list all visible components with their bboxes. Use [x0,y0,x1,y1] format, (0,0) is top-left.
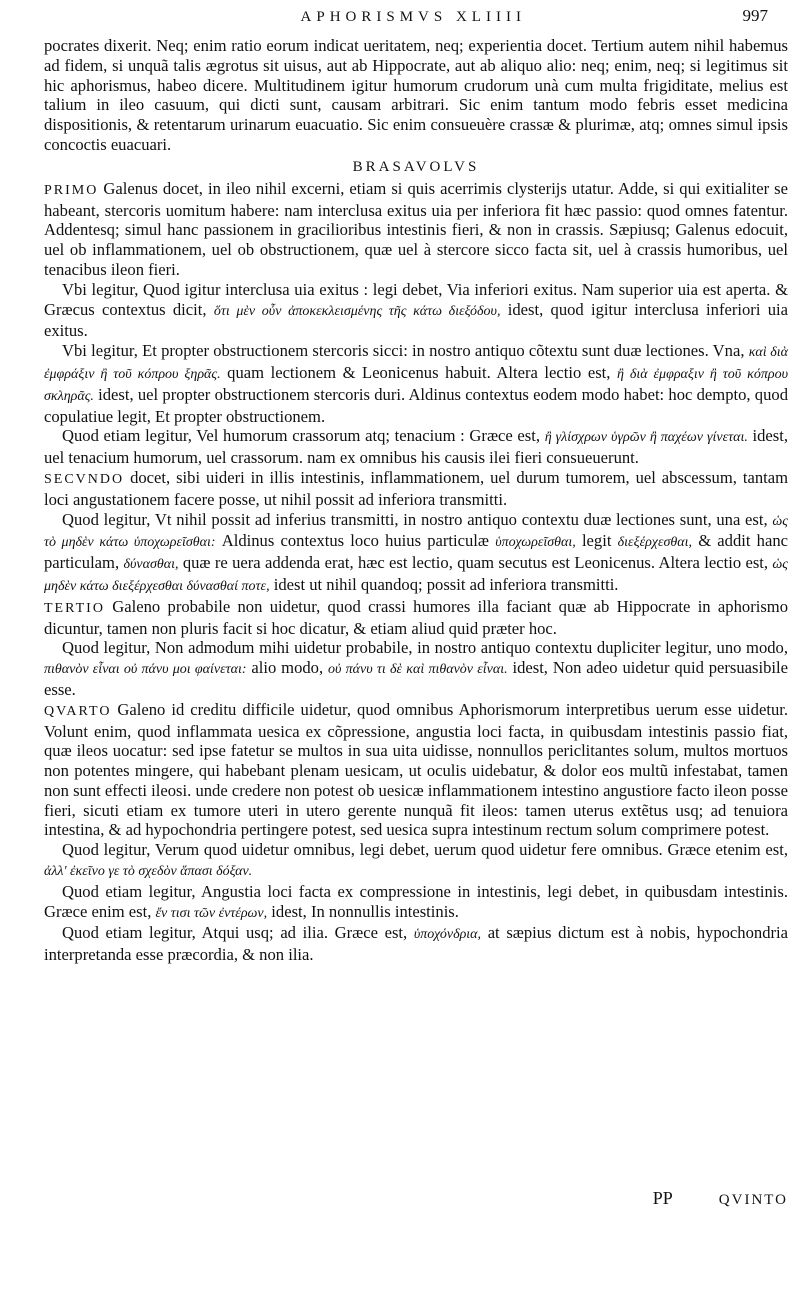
paragraph: Quod etiam legitur, Atqui usq; ad ilia. Græce est, ὑποχόνδρια, at sæpius dictum est à nobis, hypochondria interpretanda esse præcordia, & non ilia. [44,923,788,965]
greek-text: ὑποχωρεῖσθαι, [495,535,576,551]
signature-mark: PP [652,1188,673,1208]
greek-text: πιθανὸν εἶναι οὐ πάνυ μοι φαίνεται: [44,662,247,678]
paragraph: pocrates dixerit. Neq; enim ratio eorum indicat ueritatem, neq; experientia docet. Tertium autem nihil habemus ad fidem, si unquã talis ægrotus sit uisus, aut ab Hippocrate, aut ab aliquo alio: neq; enim, neq; si legitimus sit hic aphorismus, habeo dicere. Multitudinem igitur humorum crudorum unà cum multa frigiditate, melius est talium in ileo casuum, qui dicti sunt, causam arbitrari. Sic enim tantum modo febris esset medicina dispositionis, & retentarum urinarum euacuatio. Sic enim consueuère crassæ & plurimæ, atq; omnes simul ipsis concoctis euacuari. [44,36,788,154]
paragraph: Quod legitur, Verum quod uidetur omnibus, legi debet, uerum quod uidetur fere omnibus. Græce etenim est, ἀλλ' ἐκεῖνο γε τὸ σχεδὸν ἅπασι δόξαν. [44,840,788,880]
greek-text: ὡς μηδὲν κάτω διεξέρχεσθαι δύνασθαί ποτε, [44,557,788,594]
body-text [44,36,788,965]
paragraph: SECVNDO docet, sibi uideri in illis intestinis, inflammationem, uel durum tumorem, uel abscessum, tantam loci angustationem facere posse, ut nihil possit ad inferiora transmitti. [44,467,788,509]
paragraph: QVARTO Galeno id creditu difficile uidetur, quod omnibus Aphorismorum interpretibus uerum esse uidetur. Volunt enim, quod inflammata uesica ex cõpressione, angustia loci facta, in quibusdam intestinis passio fiat, quæ ileos uocatur: sed ipse fatetur se multos in sua uita uidisse, nonnullos periclitantes solum, multos mortuos non potentes mingere, qui habebant plenam uesicam, ut oculis uidebatur, & dolor eos multũ infestabat, tamen non sunt effecti ileosi. unde credere non potest ob uesicæ inflammationem intestino angustiore facto ileon posse fieri, sicuti etiam ex tumore uteri in utero gerente nunquã fit ileos: tamen uterus extẽtus usq; ad tenuiora intestina, & ad hypochondria pertingere potest, sed uesica supra intestinum rectum solum comprimere potest. [44,699,788,840]
greek-text: καὶ διὰ ἐμφράξιν ἢ τοῦ κόπρου ξηρᾶς. [44,345,788,382]
paragraph: PRIMO Galenus docet, in ileo nihil excerni, etiam si quis acerrimis clysterijs utatur. Adde, si qui exitialiter se habeant, stercoris uomitum habere: nam interclusa exitus uia per inferiora fit hæc passio: quod omnes fatentur. Addentesq; simul hanc passionem in gracilioribus intestinis fieri, & non in crassis. Sæpiusq; Galenus edocuit, uel ob inflammationem, uel ob obstructionem, quæ uel à stercore sicco facta sit, uel à crassis humoribus, uel tenacibus ileon fieri. [44,178,788,279]
running-header [44,6,788,36]
paragraph: Quod etiam legitur, Vel humorum crassorum atq; tenacium : Græce est, ἢ γλίσχρων ὑγρῶν ἢ παχέων γίνεται. idest, uel tenacium humorum, uel crassorum. nam ex omnibus his causis ilei fieri consueuerunt. [44,426,789,468]
lead-word: TERTIO [44,600,105,616]
greek-text: ἔν τισι τῶν ἐντέρων, [155,905,268,921]
greek-text: οὐ πάνυ τι δὲ καὶ πιθανὸν εἶναι. [328,662,508,678]
greek-text: ὅτι μὲν οὖν ἀποκεκλεισμένης τῆς κάτω διεξόδου, [213,303,501,319]
paragraph: Quod etiam legitur, Angustia loci facta ex compressione in intestinis, legi debet, in quibusdam intestinis. Græce enim est, ἔν τισι τῶν ἐντέρων, idest, In nonnullis intestinis. [44,881,788,921]
greek-text: ὡς τὸ μηδὲν κάτω ὑποχωρεῖσθαι: [44,513,788,551]
running-title: APHORISMVS XLIIII [300,9,526,25]
greek-text: διεξέρχεσθαι, [617,535,692,551]
lead-word: QVARTO [44,703,112,719]
greek-text: δύνασθαι, [123,557,179,573]
lead-word: PRIMO [44,182,99,198]
greek-text: ὑποχόνδρια, [413,927,482,943]
greek-text: ἢ διὰ ἐμφραξιν ἢ τοῦ κόπρου σκληρᾶς. [44,366,789,404]
catchword: QVINTO [718,1192,788,1208]
greek-text: ἢ γλίσχρων ὑγρῶν ἢ παχέων γίνεται. [544,430,748,446]
paragraph: Quod legitur, Non admodum mihi uidetur probabile, in nostro antiquo contextu dupliciter legitur, uno modo, πιθανὸν εἶναι οὐ πάνυ μοι φαίνεται: alio modo, οὐ πάνυ τι δὲ καὶ πιθανὸν εἶναι. idest, Non adeo uidetur quid persuasibile esse. [44,638,788,699]
page-number: 997 [742,6,768,25]
paragraph: Quod legitur, Vt nihil possit ad inferius transmitti, in nostro antiquo contextu duæ lectiones sunt, una est, ὡς τὸ μηδὲν κάτω ὑποχωρεῖσθαι: Aldinus contextus loco huius particulæ ὑποχωρεῖσθαι, legit διεξέρχεσθαι, & addit hanc particulam, δύνασθαι, quæ re uera addenda erat, hæc est lectio, quam secutus est Leonicenus. Altera lectio est, ὡς μηδὲν κάτω διεξέρχεσθαι δύνασθαί ποτε, idest ut nihil quandoq; possit ad inferiora transmitti. [44,509,789,594]
lead-word: SECVNDO [44,471,125,487]
greek-text: ἀλλ' ἐκεῖνο γε τὸ σχεδὸν ἅπασι δόξαν. [44,864,253,880]
paragraph: Vbi legitur, Quod igitur interclusa uia exitus : legi debet, Via inferiori exitus. Nam superior uia est aperta. & Græcus contextus dicit, ὅτι μὲν οὖν ἀποκεκλεισμένης τῆς κάτω διεξόδου, idest, quod igitur interclusa inferiori uia exitus. [44,279,788,341]
page-footer [653,1188,788,1209]
section-heading: BRASAVOLVS [352,158,480,175]
paragraph: Vbi legitur, Et propter obstructionem stercoris sicci: in nostro antiquo cõtextu sunt duæ lectiones. Vna, καὶ διὰ ἐμφράξιν ἢ τοῦ κόπρου ξηρᾶς. quam lectionem & Leonicenus habuit. Altera lectio est, ἢ διὰ ἐμφραξιν ἢ τοῦ κόπρου σκληρᾶς. idest, uel propter obstructionem stercoris duri. Aldinus contextus eodem modo habet: hoc dempto, quod copulatiue legit, Et propter obstructionem. [44,341,789,426]
paragraph: TERTIO Galeno probabile non uidetur, quod crassi humores illa faciant quæ ab Hippocrate in aphorismo dicuntur, tamen non pluris facit si hoc dicatur, & etiam aliud quid præter hoc. [44,596,788,638]
